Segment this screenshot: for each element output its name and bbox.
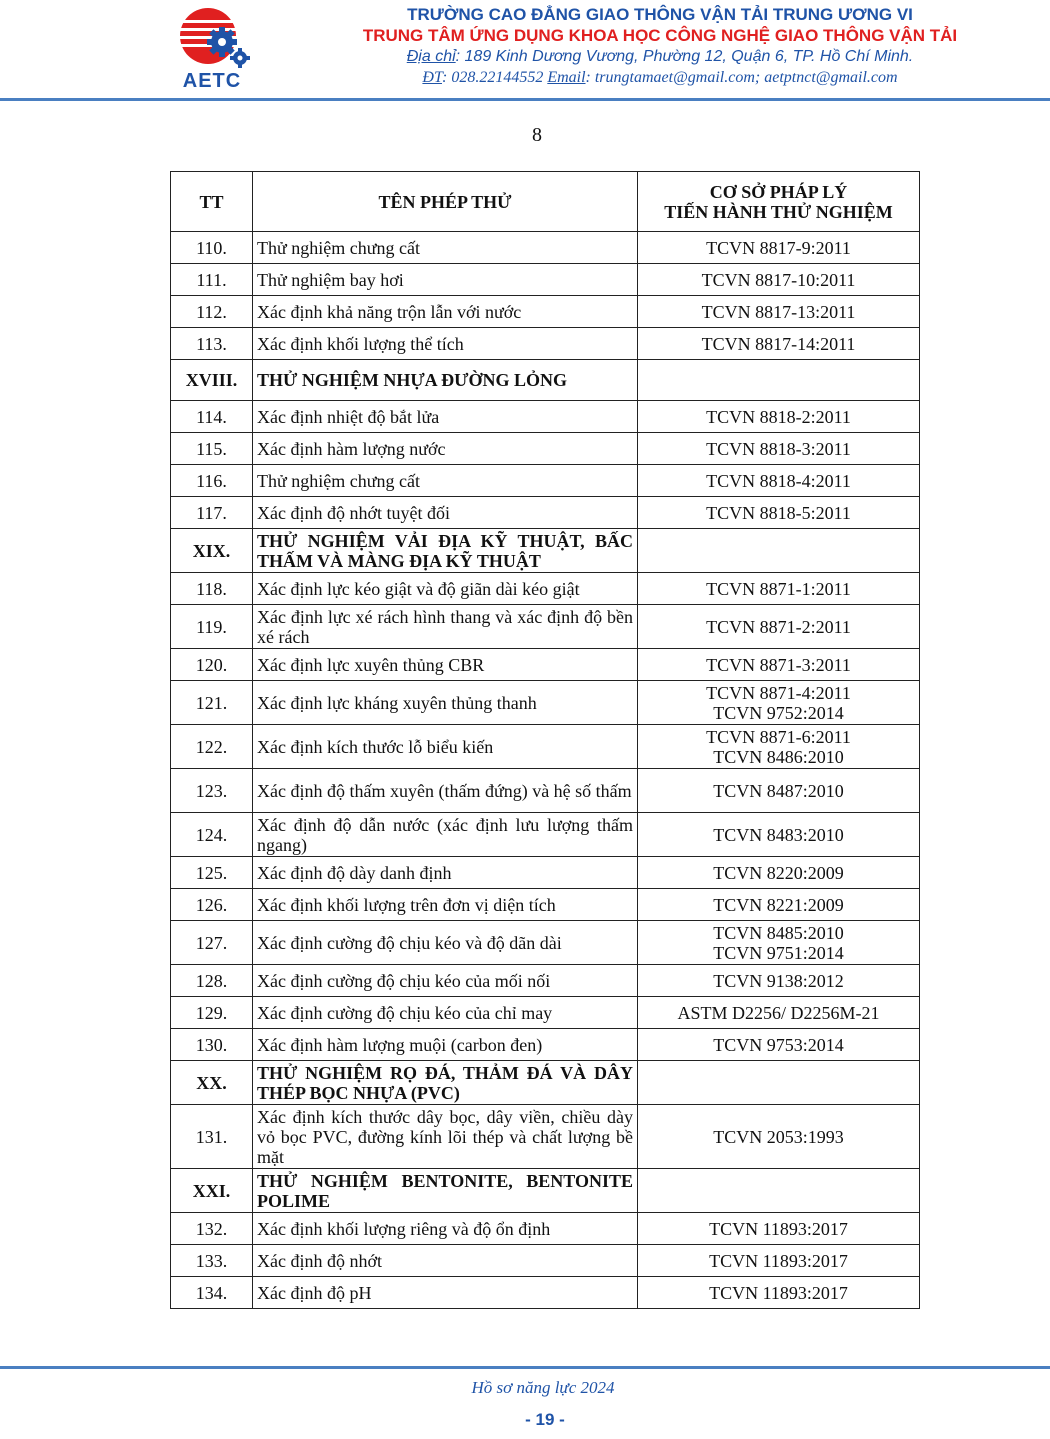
- section-page-number: 8: [532, 124, 542, 146]
- contact-line: [290, 67, 1030, 88]
- row-name: Xác định cường độ chịu kéo của mối nối: [253, 965, 638, 997]
- phone-label: ĐT: [422, 69, 442, 86]
- table-header-row: [171, 172, 920, 232]
- logo-text: AETC: [182, 70, 242, 92]
- center-name: TRUNG TÂM ỨNG DỤNG KHOA HỌC CÔNG NGHỆ GIAO THÔNG VẬN TẢI: [362, 26, 958, 45]
- row-ref: TCVN 8817-14:2011: [638, 328, 920, 360]
- row-ref: [638, 1061, 920, 1105]
- row-tt: 131.: [171, 1105, 253, 1169]
- row-ref: TCVN 8818-2:2011: [638, 401, 920, 433]
- row-tt: 127.: [171, 921, 253, 965]
- table-row: [171, 605, 920, 649]
- row-ref: [638, 360, 920, 401]
- row-name: Xác định độ nhớt tuyệt đối: [253, 497, 638, 529]
- row-ref: [638, 921, 920, 965]
- row-ref: TCVN 8220:2009: [638, 857, 920, 889]
- row-ref: [638, 529, 920, 573]
- footer-divider: [0, 1366, 1050, 1369]
- row-name: Xác định kích thước dây bọc, dây viền, chiều dày vỏ bọc PVC, đường kính lõi thép và chất lượng bề mặt: [253, 1105, 638, 1169]
- row-name: Xác định kích thước lỗ biểu kiến: [253, 725, 638, 769]
- row-ref: TCVN 8818-5:2011: [638, 497, 920, 529]
- ref-line: TCVN 9751:2014: [713, 942, 844, 963]
- table-row: [171, 1213, 920, 1245]
- row-tt: 119.: [171, 605, 253, 649]
- row-ref: TCVN 8818-3:2011: [638, 433, 920, 465]
- row-name: Xác định khối lượng trên đơn vị diện tích: [253, 889, 638, 921]
- table-row: [171, 649, 920, 681]
- test-methods-table: [170, 171, 920, 1309]
- section-row: [171, 360, 920, 401]
- section-number: XIX.: [171, 529, 253, 573]
- row-ref: TCVN 8871-1:2011: [638, 573, 920, 605]
- row-name: Xác định độ dẫn nước (xác định lưu lượng thấm ngang): [253, 813, 638, 857]
- row-tt: 118.: [171, 573, 253, 605]
- row-tt: 129.: [171, 997, 253, 1029]
- table-row: [171, 857, 920, 889]
- row-ref: [638, 681, 920, 725]
- row-ref: ASTM D2256/ D2256M-21: [638, 997, 920, 1029]
- row-ref: TCVN 8817-10:2011: [638, 264, 920, 296]
- row-tt: 130.: [171, 1029, 253, 1061]
- row-tt: 126.: [171, 889, 253, 921]
- section-row: [171, 529, 920, 573]
- header-ref-line1: CƠ SỞ PHÁP LÝ: [709, 181, 848, 202]
- row-tt: 114.: [171, 401, 253, 433]
- row-ref: TCVN 8221:2009: [638, 889, 920, 921]
- row-tt: 111.: [171, 264, 253, 296]
- row-name: Thử nghiệm chưng cất: [253, 232, 638, 264]
- row-tt: 128.: [171, 965, 253, 997]
- header-divider: [0, 98, 1050, 101]
- row-ref: TCVN 8817-13:2011: [638, 296, 920, 328]
- row-ref: TCVN 9753:2014: [638, 1029, 920, 1061]
- section-row: [171, 1061, 920, 1105]
- ref-line: TCVN 8486:2010: [713, 746, 844, 767]
- table-row: [171, 1029, 920, 1061]
- row-name: Xác định lực kháng xuyên thủng thanh: [253, 681, 638, 725]
- table-row: [171, 997, 920, 1029]
- address-text: : 189 Kinh Dương Vương, Phường 12, Quận 6, TP. Hồ Chí Minh.: [455, 48, 914, 65]
- row-ref: TCVN 8487:2010: [638, 769, 920, 813]
- row-ref: TCVN 8817-9:2011: [638, 232, 920, 264]
- table-row: [171, 296, 920, 328]
- header-test-name: TÊN PHÉP THỬ: [253, 172, 638, 232]
- footer-title: Hồ sơ năng lực 2024: [471, 1378, 615, 1397]
- row-name: Thử nghiệm chưng cất: [253, 465, 638, 497]
- section-title: THỬ NGHIỆM BENTONITE, BENTONITE POLIME: [253, 1169, 638, 1213]
- row-tt: 112.: [171, 296, 253, 328]
- ref-line: TCVN 8871-6:2011: [706, 726, 851, 747]
- row-ref: [638, 725, 920, 769]
- table-row: [171, 264, 920, 296]
- row-name: Xác định cường độ chịu kéo và độ dãn dài: [253, 921, 638, 965]
- row-name: Xác định độ nhớt: [253, 1245, 638, 1277]
- row-ref: TCVN 11893:2017: [638, 1277, 920, 1309]
- address-line: [290, 46, 1030, 67]
- row-ref: TCVN 8483:2010: [638, 813, 920, 857]
- row-tt: 121.: [171, 681, 253, 725]
- table-row: [171, 1105, 920, 1169]
- table-row: [171, 1277, 920, 1309]
- table-row: [171, 681, 920, 725]
- row-tt: 134.: [171, 1277, 253, 1309]
- header-legal-basis: [638, 172, 920, 232]
- row-name: Xác định độ pH: [253, 1277, 638, 1309]
- address-label: Địa chỉ: [406, 48, 456, 65]
- row-name: Xác định độ thấm xuyên (thấm đứng) và hệ số thấm: [253, 769, 638, 813]
- table-row: [171, 921, 920, 965]
- table-row: [171, 769, 920, 813]
- ref-line: TCVN 9752:2014: [713, 702, 844, 723]
- section-number: XXI.: [171, 1169, 253, 1213]
- ref-line: TCVN 8485:2010: [713, 922, 844, 943]
- row-tt: 110.: [171, 232, 253, 264]
- table-row: [171, 232, 920, 264]
- email-label: Email: [547, 69, 586, 86]
- row-name: Xác định lực xé rách hình thang và xác định độ bền xé rách: [253, 605, 638, 649]
- table-row: [171, 965, 920, 997]
- row-name: Xác định khối lượng thể tích: [253, 328, 638, 360]
- table-row: [171, 401, 920, 433]
- row-name: Xác định lực xuyên thủng CBR: [253, 649, 638, 681]
- table-row: [171, 573, 920, 605]
- section-title: THỬ NGHIỆM RỌ ĐÁ, THẢM ĐÁ VÀ DÂY THÉP BỌC NHỰA (PVC): [253, 1061, 638, 1105]
- row-tt: 125.: [171, 857, 253, 889]
- ref-line: TCVN 8871-4:2011: [706, 682, 851, 703]
- table-row: [171, 725, 920, 769]
- row-tt: 133.: [171, 1245, 253, 1277]
- row-tt: 123.: [171, 769, 253, 813]
- row-name: Xác định hàm lượng nước: [253, 433, 638, 465]
- row-ref: TCVN 9138:2012: [638, 965, 920, 997]
- row-ref: TCVN 8871-2:2011: [638, 605, 920, 649]
- row-name: Xác định khả năng trộn lẫn với nước: [253, 296, 638, 328]
- row-tt: 113.: [171, 328, 253, 360]
- letterhead: [0, 0, 1050, 100]
- row-name: Xác định cường độ chịu kéo của chỉ may: [253, 997, 638, 1029]
- section-title: THỬ NGHIỆM VẢI ĐỊA KỸ THUẬT, BẤC THẤM VÀ MÀNG ĐỊA KỸ THUẬT: [253, 529, 638, 573]
- row-tt: 117.: [171, 497, 253, 529]
- row-ref: TCVN 8871-3:2011: [638, 649, 920, 681]
- letterhead-text: [290, 5, 1030, 88]
- table-row: [171, 1245, 920, 1277]
- row-tt: 132.: [171, 1213, 253, 1245]
- row-name: Xác định nhiệt độ bắt lửa: [253, 401, 638, 433]
- table-row: [171, 465, 920, 497]
- table-row: [171, 433, 920, 465]
- section-row: [171, 1169, 920, 1213]
- footer-page-number: - 19 -: [525, 1410, 565, 1429]
- header-ref-line2: TIẾN HÀNH THỬ NGHIỆM: [664, 201, 893, 222]
- table-row: [171, 497, 920, 529]
- section-number: XX.: [171, 1061, 253, 1105]
- row-tt: 124.: [171, 813, 253, 857]
- row-tt: 120.: [171, 649, 253, 681]
- aetc-logo: [170, 6, 254, 94]
- row-ref: TCVN 8818-4:2011: [638, 465, 920, 497]
- row-name: Xác định hàm lượng muội (carbon đen): [253, 1029, 638, 1061]
- section-number: XVIII.: [171, 360, 253, 401]
- row-name: Xác định độ dày danh định: [253, 857, 638, 889]
- section-title: THỬ NGHIỆM NHỰA ĐƯỜNG LỎNG: [253, 360, 638, 401]
- email-text: : trungtamaet@gmail.com; aetptnct@gmail.com: [585, 69, 898, 86]
- row-name: Xác định lực kéo giật và độ giãn dài kéo giật: [253, 573, 638, 605]
- row-tt: 115.: [171, 433, 253, 465]
- row-name: Thử nghiệm bay hơi: [253, 264, 638, 296]
- table-row: [171, 889, 920, 921]
- row-ref: TCVN 2053:1993: [638, 1105, 920, 1169]
- row-tt: 116.: [171, 465, 253, 497]
- row-name: Xác định khối lượng riêng và độ ổn định: [253, 1213, 638, 1245]
- school-name: TRƯỜNG CAO ĐẲNG GIAO THÔNG VẬN TẢI TRUNG ƯƠNG VI: [407, 5, 913, 24]
- table-row: [171, 328, 920, 360]
- table-row: [171, 813, 920, 857]
- row-ref: TCVN 11893:2017: [638, 1245, 920, 1277]
- row-ref: [638, 1169, 920, 1213]
- header-tt: TT: [171, 172, 253, 232]
- phone-text: : 028.22144552: [441, 69, 548, 86]
- row-tt: 122.: [171, 725, 253, 769]
- row-ref: TCVN 11893:2017: [638, 1213, 920, 1245]
